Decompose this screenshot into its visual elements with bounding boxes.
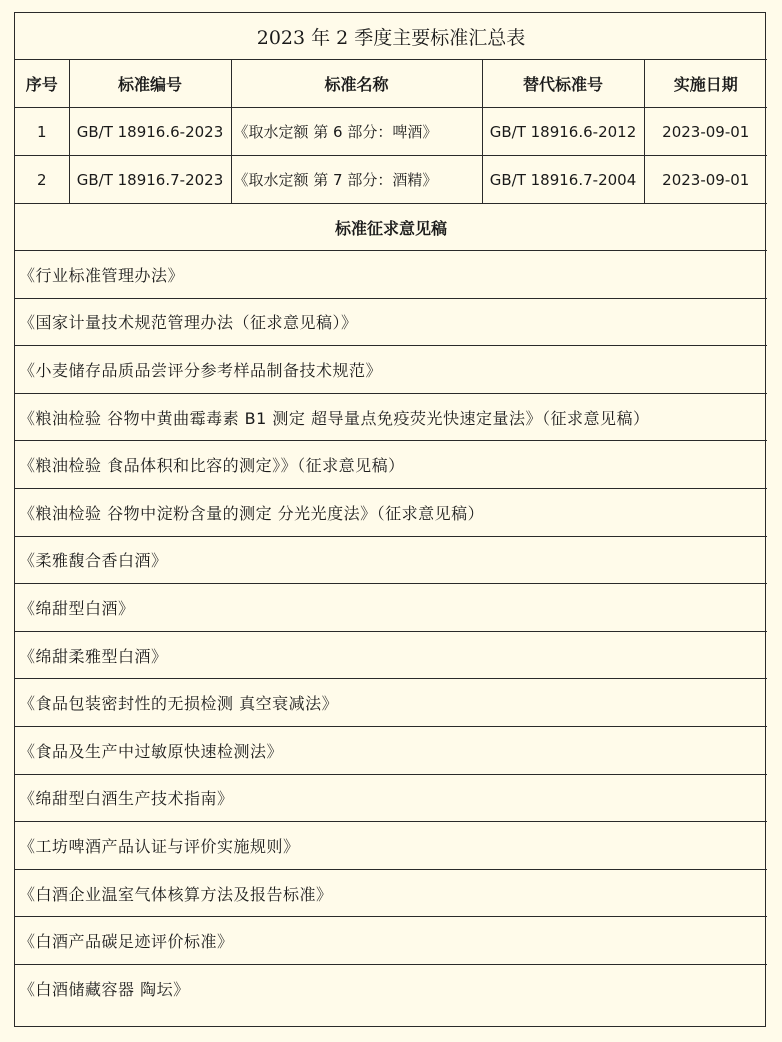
draft-item [15, 441, 767, 489]
table-row [15, 108, 767, 156]
draft-title: 《白酒储藏容器 陶坛》 [15, 964, 767, 1011]
draft-title: 《小麦储存品质品尝评分参考样品制备技术规范》 [15, 346, 767, 394]
standards-table-frame [14, 12, 766, 1027]
draft-item [15, 488, 767, 536]
standards-table [15, 13, 767, 1012]
draft-item [15, 679, 767, 727]
draft-item [15, 774, 767, 822]
drafts-heading: 标准征求意见稿 [15, 204, 767, 251]
draft-item [15, 964, 767, 1011]
draft-item [15, 298, 767, 346]
draft-item [15, 536, 767, 584]
draft-item [15, 822, 767, 870]
draft-item [15, 917, 767, 965]
header-no: 序号 [15, 60, 69, 108]
draft-title: 《工坊啤酒产品认证与评价实施规则》 [15, 822, 767, 870]
draft-title: 《柔雅馥合香白酒》 [15, 536, 767, 584]
table-row [15, 156, 767, 204]
row-code: GB/T 18916.6-2023 [69, 108, 231, 156]
row-date: 2023-09-01 [644, 108, 767, 156]
draft-title: 《行业标准管理办法》 [15, 251, 767, 299]
draft-item [15, 584, 767, 632]
draft-title: 《粮油检验 谷物中淀粉含量的测定 分光光度法》（征求意见稿） [15, 488, 767, 536]
draft-item [15, 631, 767, 679]
draft-title: 《国家计量技术规范管理办法（征求意见稿）》 [15, 298, 767, 346]
row-no: 2 [15, 156, 69, 204]
header-name: 标准名称 [231, 60, 482, 108]
draft-item [15, 346, 767, 394]
row-name: 《取水定额 第 6 部分：啤酒》 [231, 108, 482, 156]
drafts-heading-row [15, 204, 767, 251]
row-replaces: GB/T 18916.7-2004 [482, 156, 644, 204]
header-replaces: 替代标准号 [482, 60, 644, 108]
row-date: 2023-09-01 [644, 156, 767, 204]
draft-title: 《食品及生产中过敏原快速检测法》 [15, 726, 767, 774]
row-code: GB/T 18916.7-2023 [69, 156, 231, 204]
row-no: 1 [15, 108, 69, 156]
draft-title: 《白酒企业温室气体核算方法及报告标准》 [15, 869, 767, 917]
header-code: 标准编号 [69, 60, 231, 108]
draft-item [15, 726, 767, 774]
row-replaces: GB/T 18916.6-2012 [482, 108, 644, 156]
title-row [15, 13, 767, 60]
draft-item [15, 869, 767, 917]
table-title: 2023 年 2 季度主要标准汇总表 [15, 13, 767, 60]
draft-title: 《粮油检验 谷物中黄曲霉毒素 B1 测定 超导量点免疫荧光快速定量法》（征求意见稿） [15, 393, 767, 441]
draft-title: 《白酒产品碳足迹评价标准》 [15, 917, 767, 965]
draft-item [15, 251, 767, 299]
header-date: 实施日期 [644, 60, 767, 108]
draft-item [15, 393, 767, 441]
header-row [15, 60, 767, 108]
row-name: 《取水定额 第 7 部分：酒精》 [231, 156, 482, 204]
draft-title: 《食品包装密封性的无损检测 真空衰减法》 [15, 679, 767, 727]
draft-title: 《绵甜柔雅型白酒》 [15, 631, 767, 679]
draft-title: 《粮油检验 食品体积和比容的测定》》（征求意见稿） [15, 441, 767, 489]
draft-title: 《绵甜型白酒》 [15, 584, 767, 632]
draft-title: 《绵甜型白酒生产技术指南》 [15, 774, 767, 822]
